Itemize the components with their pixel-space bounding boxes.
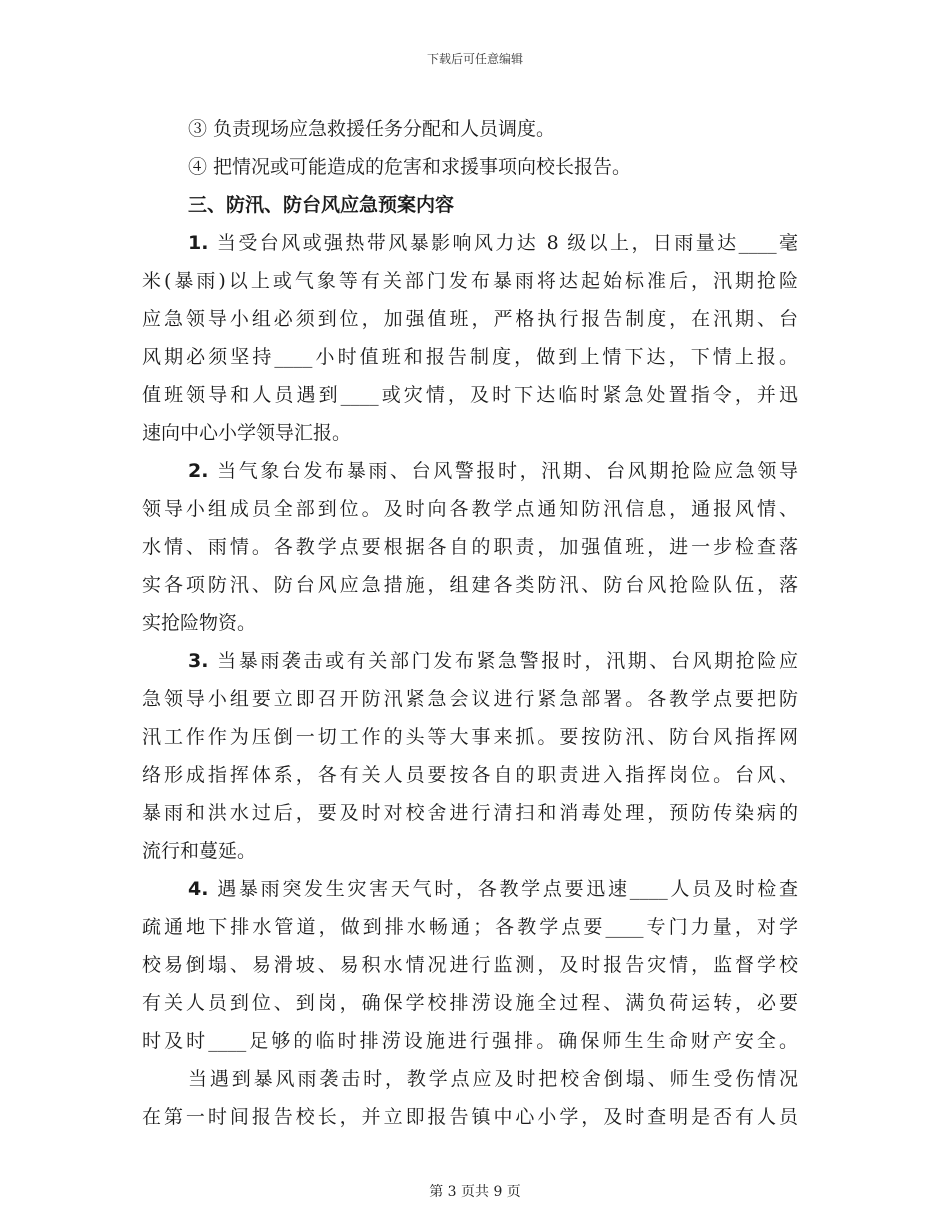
- section-heading: [142, 186, 798, 224]
- text-line: [142, 148, 798, 186]
- line-text: 暴雨和洪水过后，要及时对校舍进行清扫和消毒处理，预防传染病的: [142, 802, 798, 824]
- text-line: [142, 1060, 798, 1098]
- line-text: 当遇到暴风雨袭击时，教学点应及时把校舍倒塌、师生受伤情况: [188, 1068, 798, 1090]
- text-line: [142, 946, 798, 984]
- text-line: [142, 984, 798, 1022]
- text-line: [142, 300, 798, 338]
- line-text: 疏通地下排水管道，做到排水畅通；各教学点要____专门力量，对学: [142, 916, 798, 938]
- text-line: [142, 604, 798, 642]
- text-line: [142, 756, 798, 794]
- item-number: 1.: [188, 232, 209, 254]
- line-text: 校易倒塌、易滑坡、易积水情况进行监测，及时报告灾情，监督学校: [142, 954, 798, 976]
- line-text: 实抢险物资。: [142, 612, 257, 634]
- line-text: 实各项防汛、防台风应急措施，组建各类防汛、防台风抢险队伍，落: [142, 574, 798, 596]
- text-line: [142, 376, 798, 414]
- text-line: [142, 224, 798, 262]
- text-line: [142, 680, 798, 718]
- text-line: [142, 718, 798, 756]
- page-header: 下载后可任意编辑: [426, 52, 523, 66]
- line-text: 有关人员到位、到岗，确保学校排涝设施全过程、满负荷运转，必要: [142, 992, 798, 1014]
- line-text: 值班领导和人员遇到____或灾情，及时下达临时紧急处置指令，并迅: [142, 384, 798, 406]
- line-text: ④ 把情况或可能造成的危害和求援事项向校长报告。: [188, 156, 632, 178]
- page-footer: 第 3 页共 9 页: [429, 1184, 521, 1200]
- text-line: [142, 1022, 798, 1060]
- item-number: 3.: [188, 650, 209, 672]
- line-text: 络形成指挥体系，各有关人员要按各自的职责进入指挥岗位。台风、: [142, 764, 798, 786]
- text-line: [142, 110, 798, 148]
- line-text: 遇暴雨突发生灾害天气时，各教学点要迅速____人员及时检查: [208, 878, 798, 900]
- line-text: 三、防汛、防台风应急预案内容: [188, 194, 455, 216]
- text-line: [142, 452, 798, 490]
- line-text: 米(暴雨)以上或气象等有关部门发布暴雨将达起始标准后，汛期抢险: [142, 270, 798, 292]
- line-text: 领导小组成员全部到位。及时向各教学点通知防汛信息，通报风情、: [142, 498, 798, 520]
- text-line: [142, 832, 798, 870]
- line-text: 在第一时间报告校长，并立即报告镇中心小学，及时查明是否有人员: [142, 1106, 798, 1128]
- text-line: [142, 566, 798, 604]
- line-text: 速向中心小学领导汇报。: [142, 422, 352, 444]
- line-text: 当气象台发布暴雨、台风警报时，汛期、台风期抢险应急领导: [208, 460, 798, 482]
- text-line: [142, 908, 798, 946]
- text-line: [142, 794, 798, 832]
- line-text: 风期必须坚持____小时值班和报告制度，做到上情下达，下情上报。: [142, 346, 798, 368]
- text-line: [142, 1098, 798, 1136]
- text-line: [142, 870, 798, 908]
- line-text: 流行和蔓延。: [142, 840, 257, 862]
- document-body: [142, 110, 798, 1136]
- text-line: [142, 338, 798, 376]
- text-line: [142, 528, 798, 566]
- item-number: 4.: [188, 878, 209, 900]
- line-text: 当受台风或强热带风暴影响风力达 8 级以上，日雨量达____毫: [208, 232, 798, 254]
- line-text: 当暴雨袭击或有关部门发布紧急警报时，汛期、台风期抢险应: [208, 650, 798, 672]
- item-number: 2.: [188, 460, 209, 482]
- text-line: [142, 490, 798, 528]
- line-text: 时及时____足够的临时排涝设施进行强排。确保师生生命财产安全。: [142, 1030, 798, 1052]
- line-text: 水情、雨情。各教学点要根据各自的职责，加强值班，进一步检查落: [142, 536, 798, 558]
- text-line: [142, 642, 798, 680]
- line-text: 应急领导小组必须到位，加强值班，严格执行报告制度，在汛期、台: [142, 308, 798, 330]
- text-line: [142, 262, 798, 300]
- line-text: 急领导小组要立即召开防汛紧急会议进行紧急部署。各教学点要把防: [142, 688, 798, 710]
- text-line: [142, 414, 798, 452]
- line-text: ③ 负责现场应急救援任务分配和人员调度。: [188, 118, 556, 140]
- line-text: 汛工作作为压倒一切工作的头等大事来抓。要按防汛、防台风指挥网: [142, 726, 798, 748]
